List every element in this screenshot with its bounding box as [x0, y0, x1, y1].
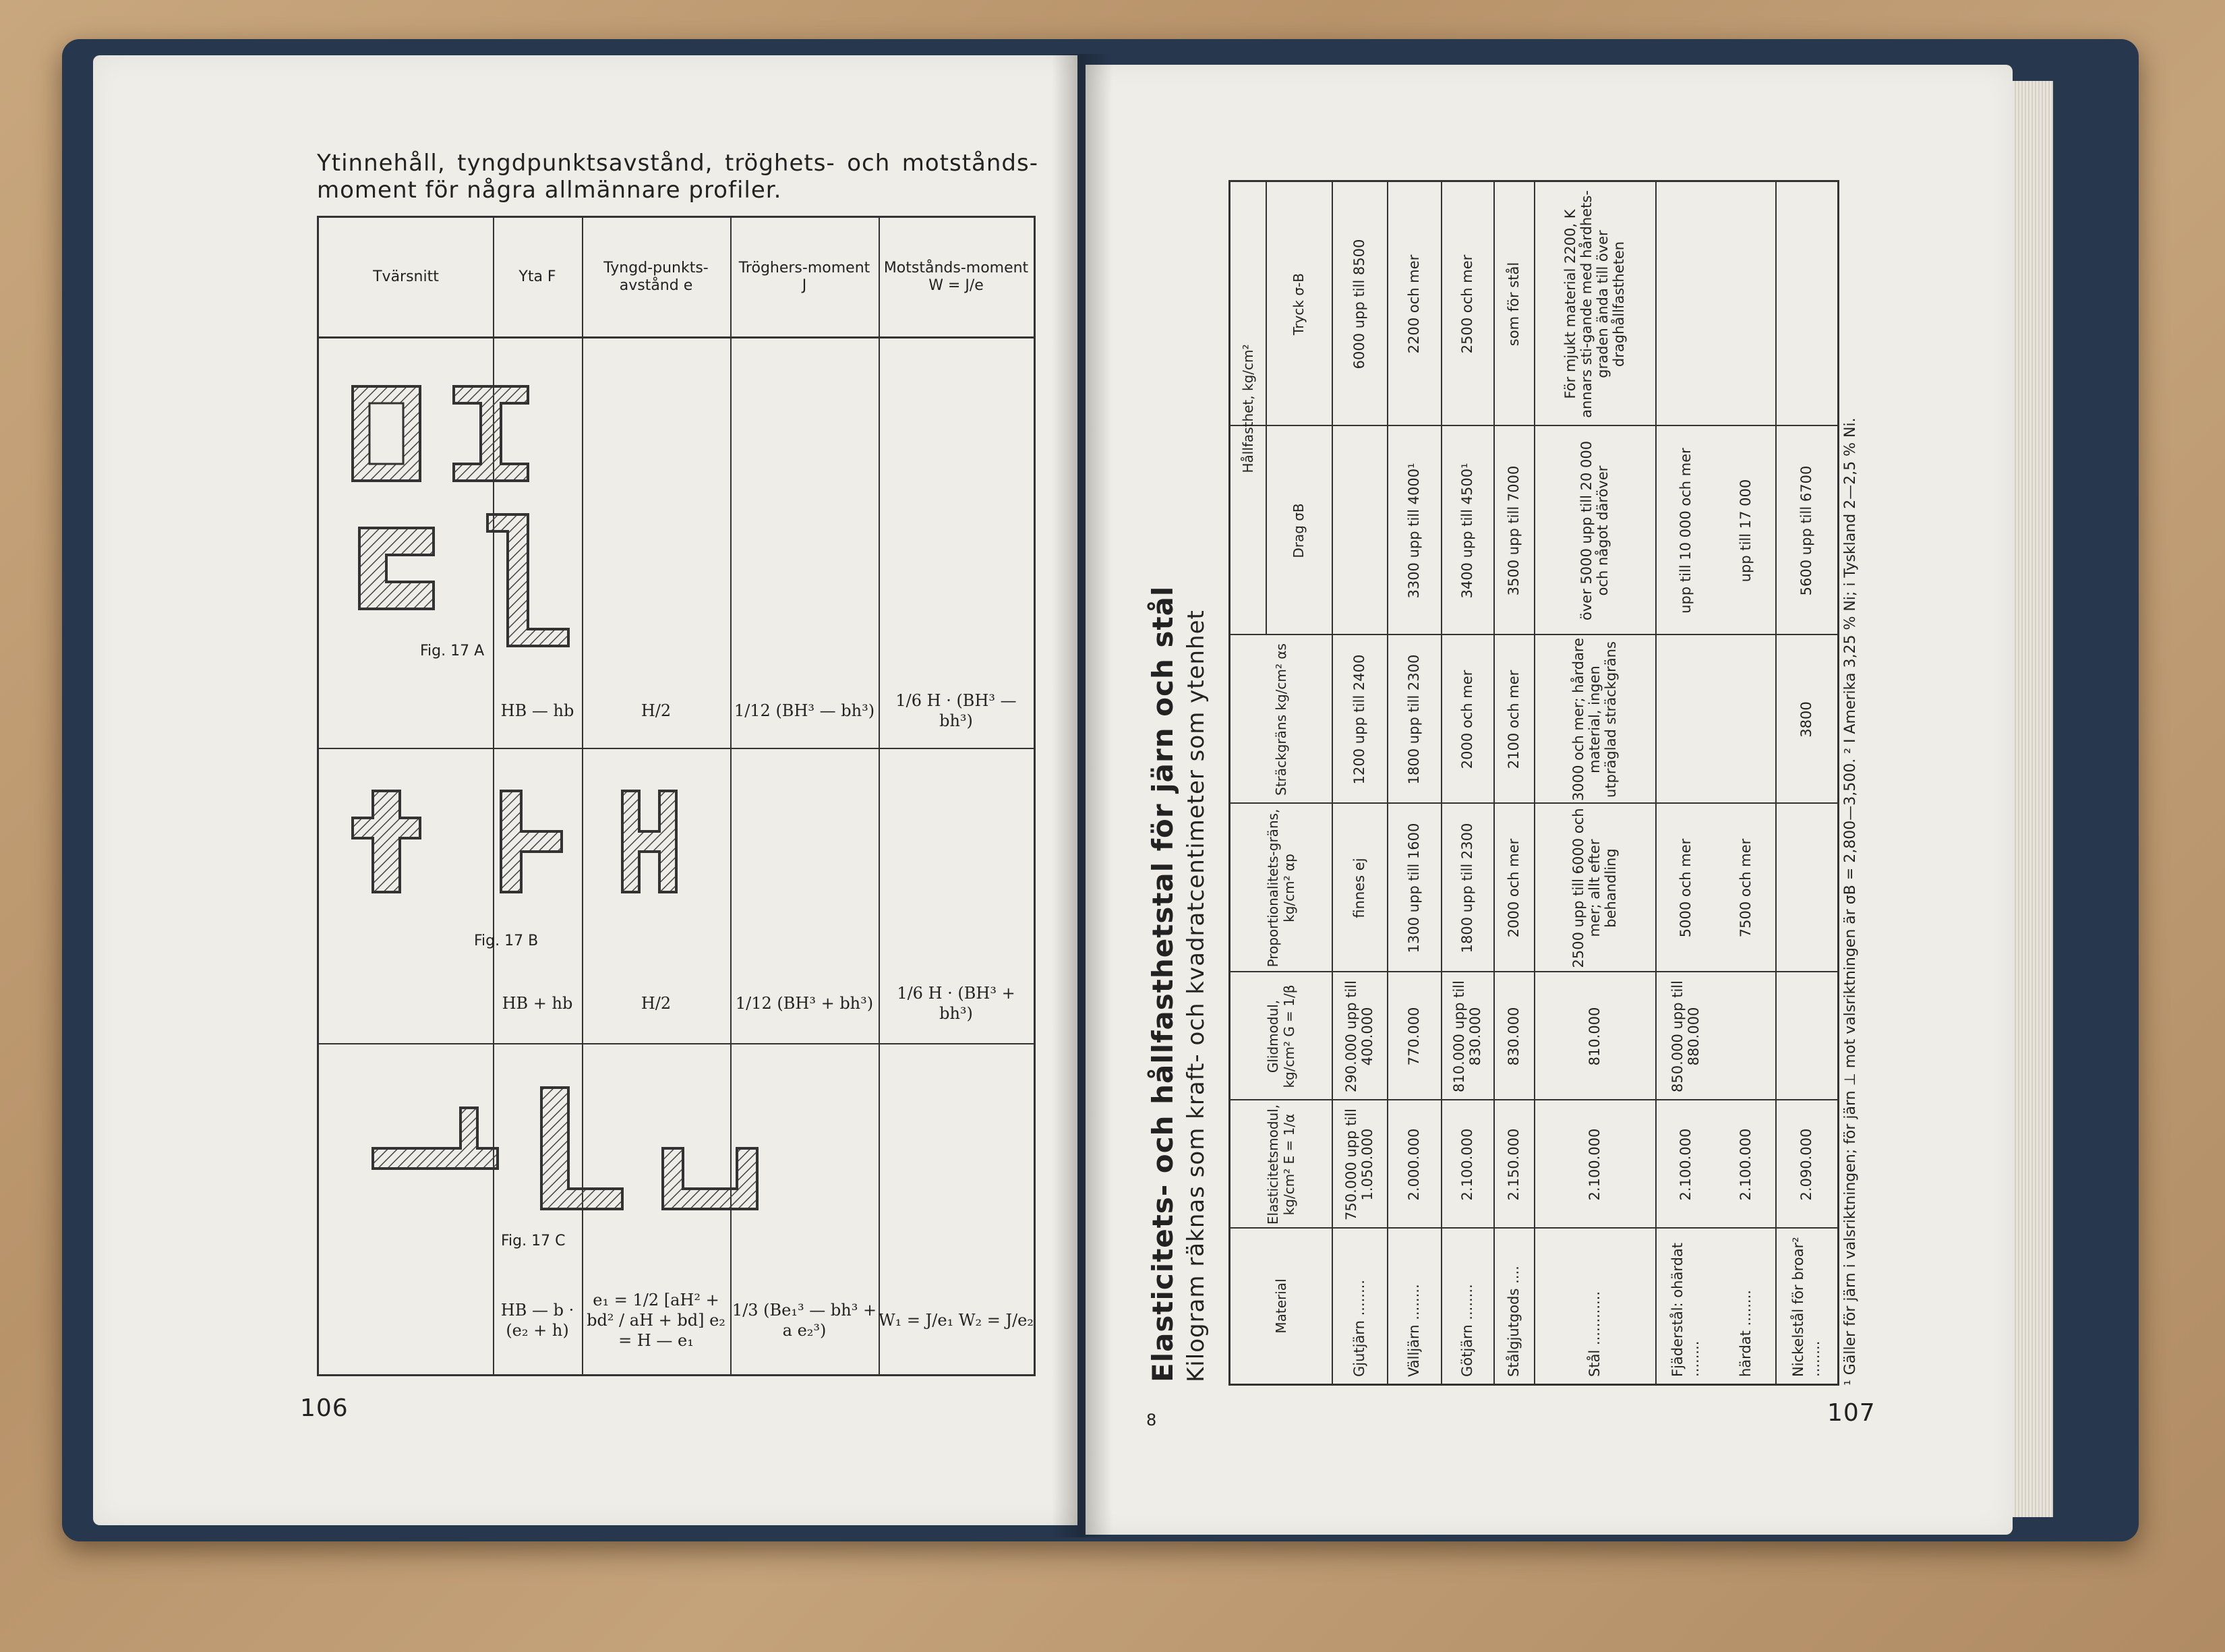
row-7-strack: 3800	[1798, 701, 1814, 738]
fig-17c-label: Fig. 17 C	[501, 1233, 566, 1249]
row-4-prop: 2500 upp till 6000 och mer; allt efter behandling	[1570, 808, 1619, 968]
signature-mark: 8	[1146, 1411, 1157, 1429]
col-header-motstand: Motstånds-moment W = J/e	[883, 260, 1029, 294]
row-4-g: 810.000	[1586, 1007, 1603, 1066]
row-7-drag: 5600 upp till 6700	[1798, 465, 1814, 596]
row-6-drag: upp till 17 000	[1738, 479, 1754, 583]
row-4-material: Stål ............	[1586, 1291, 1603, 1377]
fig-17b-area: HB + hb	[502, 994, 573, 1013]
row-0-tryck: 6000 upp till 8500	[1351, 239, 1367, 370]
fig-17c-drawing	[332, 1061, 804, 1236]
header-shear-modulus: Glidmodul, kg/cm² G = 1/β	[1265, 984, 1297, 1088]
header-compression: Tryck σ-B	[1290, 273, 1307, 335]
row-6-e: 2.100.000	[1738, 1128, 1754, 1201]
fig-17b-modulus: 1/6 H · (BH³ + bh³)	[897, 984, 1015, 1023]
header-proportional-limit: Proportionalitets-gräns, kg/cm² αp	[1265, 808, 1297, 968]
row-2-strack: 2000 och mer	[1459, 670, 1475, 769]
row-4-strack: 3000 och mer; hårdare material, ingen utpräglad sträckgräns	[1570, 638, 1619, 801]
row-5-g: 850.000 upp till 880.000	[1669, 980, 1702, 1092]
row-3-prop: 2000 och mer	[1506, 838, 1522, 938]
fig-17b-drawing	[332, 771, 737, 906]
row-7-e: 2.090.000	[1798, 1128, 1814, 1201]
right-page-number: 107	[1827, 1399, 1876, 1427]
left-page-heading: Ytinnehåll, tyngdpunktsavstånd, tröghets- och motstånds-moment för några allmännare profiler.	[317, 150, 1038, 204]
fig-17c-centroid: e₁ = 1/2 [aH² + bd² / aH + bd] e₂ = H — e₁	[587, 1291, 725, 1350]
row-1-g: 770.000	[1406, 1007, 1422, 1066]
fig-17b-label: Fig. 17 B	[474, 933, 539, 949]
row-0-prop: finnes ej	[1351, 858, 1367, 918]
row-4-drag: över 5000 upp till 20 000 och något däröver	[1578, 440, 1611, 621]
fig-17a-centroid: H/2	[641, 701, 672, 720]
fig-17b-inertia: 1/12 (BH³ + bh³)	[735, 994, 874, 1013]
row-2-drag: 3400 upp till 4500¹	[1459, 463, 1475, 599]
row-3-tryck: som för stål	[1506, 262, 1522, 347]
row-2-material: Götjärn ........	[1459, 1284, 1475, 1377]
book-gutter	[1052, 54, 1112, 1537]
fig-17c-modulus: W₁ = J/e₁ W₂ = J/e₂	[879, 1311, 1034, 1330]
right-page-subtitle: Kilogram räknas som kraft- och kvadratcentimeter som ytenhet	[1183, 610, 1210, 1382]
row-5-e: 2.100.000	[1678, 1128, 1694, 1201]
header-material: Material	[1273, 1278, 1289, 1334]
row-1-drag: 3300 upp till 4000¹	[1406, 463, 1422, 599]
header-tension: Drag σB	[1290, 503, 1307, 558]
row-4-tryck: För mjukt material 2200, K annars sti-gande med hårdhets-graden ända till över draghållfastheten	[1562, 190, 1627, 418]
row-0-e: 750.000 upp till 1.050.000	[1343, 1109, 1375, 1220]
row-5-prop: 5000 och mer	[1678, 838, 1694, 938]
row-5-material: Fjäderstål: ohärdat ........	[1669, 1242, 1702, 1377]
fig-17a-label: Fig. 17 A	[420, 643, 485, 659]
row-3-material: Stålgjutgods ....	[1506, 1266, 1522, 1377]
row-0-g: 290.000 upp till 400.000	[1343, 980, 1375, 1092]
header-elasticity: Elasticitetsmodul, kg/cm² E = 1/α	[1265, 1104, 1297, 1225]
col-header-tvarsnitt: Tvärsnitt	[373, 268, 439, 285]
row-2-tryck: 2500 och mer	[1459, 254, 1475, 354]
material-table	[1228, 180, 1839, 1386]
row-3-strack: 2100 och mer	[1506, 670, 1522, 769]
left-page-number: 106	[300, 1394, 349, 1422]
fig-17c-area: HB — b · (e₂ + h)	[500, 1301, 574, 1340]
row-1-material: Välljärn ........	[1406, 1284, 1422, 1377]
row-6-material: härdat ........	[1738, 1290, 1754, 1377]
row-1-e: 2.000.000	[1406, 1128, 1422, 1201]
row-3-e: 2.150.000	[1506, 1128, 1522, 1201]
col-header-troghet: Tröghers-moment J	[738, 260, 870, 294]
fig-17b-centroid: H/2	[641, 994, 672, 1013]
row-7-material: Nickelstål för broar² ........	[1790, 1237, 1822, 1377]
fig-17a-drawing	[332, 346, 656, 670]
row-4-e: 2.100.000	[1586, 1128, 1603, 1201]
right-page-title: Elasticitets- och hållfasthetstal för järn och stål	[1146, 585, 1179, 1382]
page-edges	[2013, 81, 2053, 1517]
row-1-tryck: 2200 och mer	[1406, 254, 1422, 354]
row-0-strack: 1200 upp till 2400	[1351, 654, 1367, 785]
col-header-tyngdpunkt: Tyngd-punkts-avstånd e	[603, 260, 709, 294]
row-2-g: 810.000 upp till 830.000	[1451, 980, 1483, 1092]
row-0-material: Gjutjärn ........	[1351, 1279, 1367, 1377]
fig-17a-area: HB — hb	[500, 701, 574, 720]
row-2-e: 2.100.000	[1459, 1128, 1475, 1201]
fig-17c-inertia: 1/3 (Be₁³ — bh³ + a e₂³)	[732, 1301, 877, 1340]
row-3-g: 830.000	[1506, 1007, 1522, 1066]
row-0-drag	[1332, 426, 1387, 635]
row-6-prop: 7500 och mer	[1738, 838, 1754, 938]
table-footnote: ¹ Gäller för järn i valsriktningen; för järn ⊥ mot valsriktningen är σB = 2,800—3,500. ² I Amerika 3,25 % Ni; i Tyskland 2—2,5 % Ni.	[1842, 417, 1859, 1386]
row-1-prop: 1300 upp till 1600	[1406, 823, 1422, 953]
row-1-strack: 1800 upp till 2300	[1406, 654, 1422, 785]
row-3-drag: 3500 upp till 7000	[1506, 465, 1522, 596]
rotated-table-block	[1146, 182, 1888, 1403]
header-yield-point: Sträckgräns kg/cm² αs	[1273, 643, 1289, 796]
fig-17a-modulus: 1/6 H · (BH³ — bh³)	[895, 691, 1017, 730]
profiles-table	[317, 216, 1036, 1376]
header-strength: Hållfasthet, kg/cm²	[1240, 344, 1256, 473]
fig-17a-inertia: 1/12 (BH³ — bh³)	[734, 701, 875, 720]
row-5-drag: upp till 10 000 och mer	[1678, 448, 1694, 614]
row-2-prop: 1800 upp till 2300	[1459, 823, 1475, 953]
col-header-yta: Yta F	[518, 268, 556, 285]
